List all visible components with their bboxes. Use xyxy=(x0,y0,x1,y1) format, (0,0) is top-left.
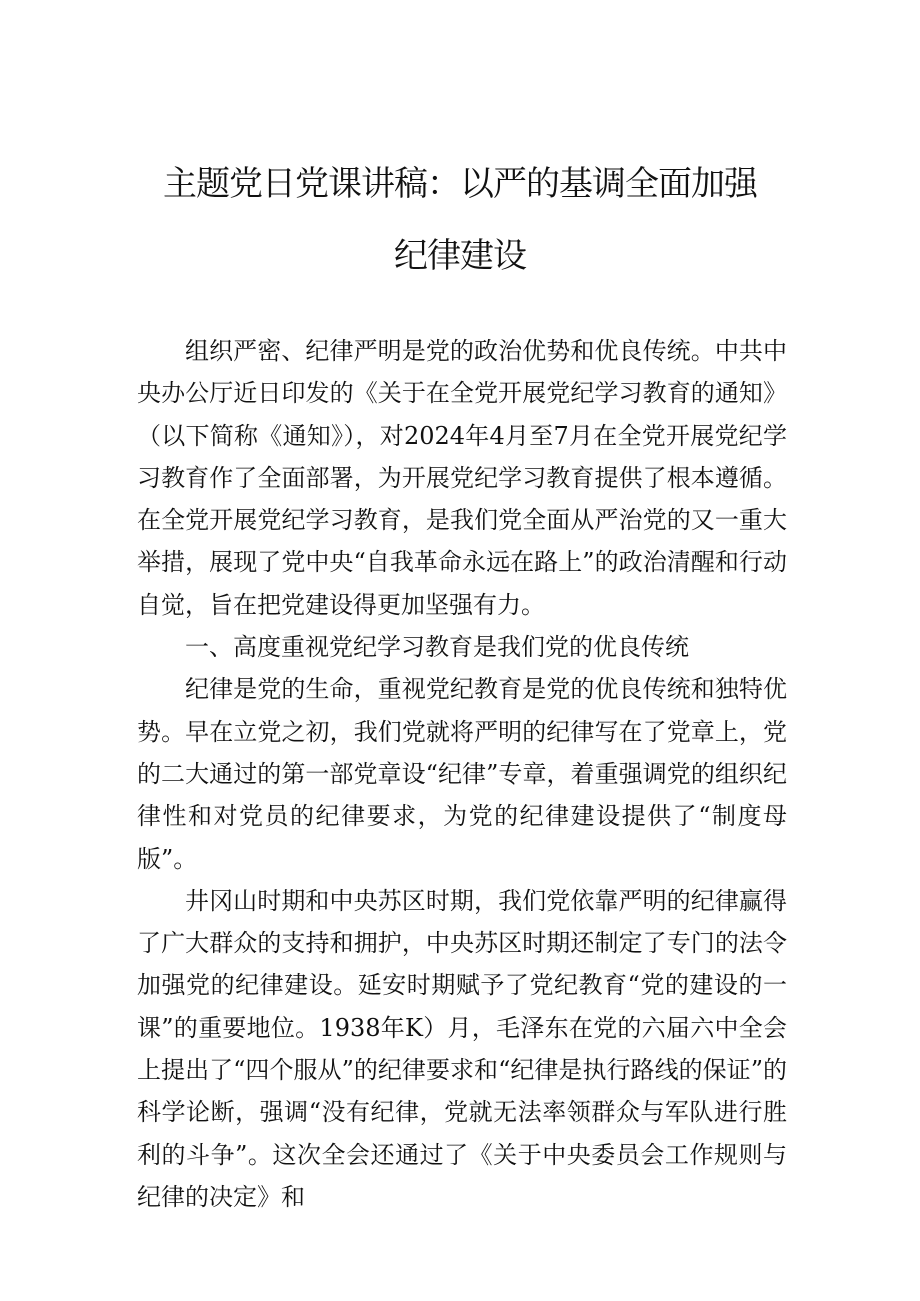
paragraph-intro: 组织严密、纪律严明是党的政治优势和优良传统。中共中央办公厅近日印发的《关于在全党开展党纪学习教育的通知》（以下简称《通知》），对2024年4月至7月在全党开展党纪学习教育作了全面部署，为开展党纪学习教育提供了根本遵循。在全党开展党纪学习教育，是我们党全面从严治党的又一重大举措，展现了党中央“自我革命永远在路上”的政治清醒和行动自觉，旨在把党建设得更加坚强有力。 xyxy=(137,337,787,619)
document-body xyxy=(137,330,787,1218)
document-title-line-2: 纪律建设 xyxy=(394,236,526,276)
paragraph-party-discipline: 纪律是党的生命，重视党纪教育是党的优良传统和独特优势。早在立党之初，我们党就将严明的纪律写在了党章上，党的二大通过的第一部党章设“纪律”专章，着重强调党的组织纪律性和对党员的纪律要求，为党的纪律建设提供了“制度母版”。 xyxy=(137,675,787,873)
document-title-line-1: 主题党日党课讲稿：以严的基调全面加强 xyxy=(163,164,757,204)
section-heading-1: 一、高度重视党纪学习教育是我们党的优良传统 xyxy=(185,633,689,662)
paragraph-history: 井冈山时期和中央苏区时期，我们党依靠严明的纪律赢得了广大群众的支持和拥护，中央苏区时期还制定了专门的法令加强党的纪律建设。延安时期赋予了党纪教育“党的建设的一课”的重要地位。1938年K）月，毛泽东在党的六届六中全会上提出了“四个服从”的纪律要求和“纪律是执行路线的保证”的科学论断，强调“没有纪律，党就无法率领群众与军队进行胜利的斗争”。这次全会还通过了《关于中央委员会工作规则与纪律的决定》和 xyxy=(137,886,787,1211)
